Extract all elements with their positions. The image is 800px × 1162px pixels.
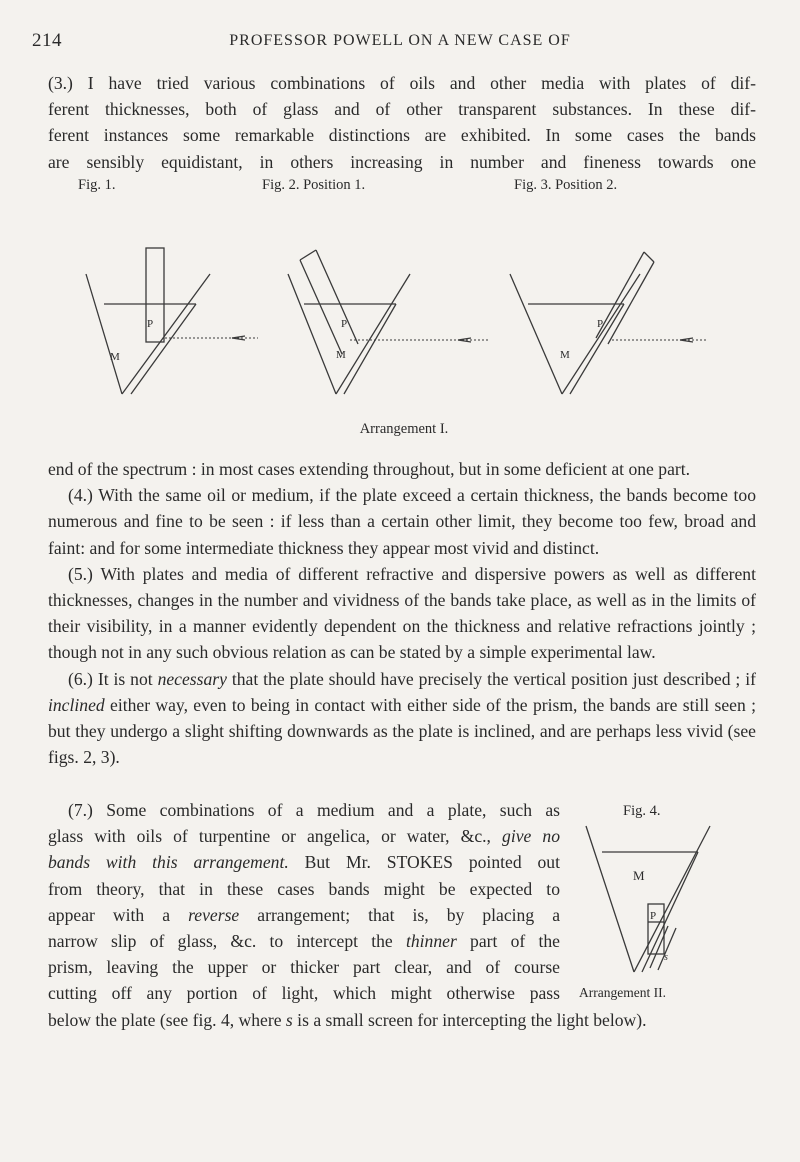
running-header: [0, 30, 800, 60]
text-run: prism, leaving the upper or thicker part clear, and of course: [48, 957, 560, 978]
fig4-diagram: [580, 822, 780, 992]
text-line: are sensibly equidistant, in others increasing in number and fineness towards one: [48, 151, 756, 172]
fig1-p-label: P: [147, 318, 154, 330]
text-line: [48, 876, 560, 902]
text-line: [48, 954, 560, 980]
text-run: either way, even to being in contact with either side of the prism, the bands are still seen ; but they undergo a slight shifting downwards as the plate is inclined, and are perhaps less vivid (see figs. 2, 3).: [48, 694, 756, 768]
fig3-p-label: P: [597, 318, 604, 330]
fig4-caption: Fig. 4.: [623, 803, 661, 819]
fig1-m-label: M: [110, 351, 120, 363]
text-run: that the plate should have precisely the vertical position just described ; if: [226, 668, 756, 689]
fig4-p-label: P: [650, 910, 657, 922]
paragraph-4: (4.) With the same oil or medium, if the plate exceed a certain thickness, the bands become too numerous and fine to be seen : if less than a certain other limit, they become too few, broad and faint: and for some intermediate thickness they appear most vivid and distinct.: [48, 485, 756, 558]
text-run: arrangement; that is, by placing a: [239, 904, 560, 925]
text-run: narrow slip of glass, &c. to intercept the: [48, 931, 406, 952]
text-line: [48, 902, 560, 928]
emphasis: reverse: [188, 904, 240, 925]
emphasis: thinner: [405, 931, 457, 952]
text-line: [48, 823, 560, 849]
running-title: PROFESSOR POWELL ON A NEW CASE OF: [229, 32, 571, 49]
text-line: [48, 980, 560, 1006]
fig2-p-label: P: [341, 318, 348, 330]
text-line: [48, 928, 560, 954]
text-run: cutting off any portion of light, which might otherwise pass: [48, 983, 560, 1004]
emphasis: bands with this arrangement.: [48, 852, 289, 873]
paragraph-7-wrapped: [48, 797, 560, 1007]
text-run: from theory, that in these cases bands might be expected to: [48, 878, 560, 899]
body-text: [48, 456, 756, 770]
paragraph-3-start: [48, 70, 756, 175]
emphasis: inclined: [48, 694, 105, 715]
fig2-m-label: M: [336, 349, 346, 361]
figures-1-3-diagram: [0, 190, 800, 420]
text-run: (6.) It is not: [68, 668, 158, 689]
fig3-caption: Fig. 3. Position 2.: [514, 177, 618, 193]
arrangement-2-caption: Arrangement II.: [579, 985, 666, 1000]
text-run: part of the: [456, 931, 560, 952]
emphasis: s: [285, 1010, 293, 1030]
text-run: below the plate (see fig. 4, where: [48, 1010, 286, 1030]
paragraph-6: [48, 666, 756, 771]
text-run: is a small screen for intercepting the light below).: [292, 1010, 647, 1030]
fig4-m-label: M: [633, 868, 645, 883]
text-line: (3.) I have tried various combinations of oils and other media with plates of dif-: [48, 73, 756, 93]
fig4-s-label: s: [664, 952, 668, 963]
fig1-prism: [86, 248, 258, 394]
text-line: [48, 1007, 756, 1033]
text-run: glass with oils of turpentine or angelica, or water, &c.,: [48, 826, 503, 847]
fig3-prism: [510, 252, 706, 394]
fig3-m-label: M: [560, 349, 570, 361]
paragraph-3-end: end of the spectrum : in most cases extending throughout, but in some deficient at one part.: [48, 459, 691, 479]
text-run: appear with a: [48, 904, 189, 925]
fig2-caption: Fig. 2. Position 1.: [262, 177, 366, 193]
text-run: (7.) Some combinations of a medium and a plate, such as: [68, 800, 560, 820]
emphasis: necessary: [157, 668, 227, 689]
emphasis: give no: [502, 826, 560, 847]
text-run: But Mr. STOKES pointed out: [288, 852, 560, 873]
paragraph-5: (5.) With plates and media of different refractive and dispersive powers as well as different thicknesses, changes in the number and vividness of the bands take place, as well as in the limits of their visibility, in a manner evidently dependent on the thickness and relative refractions jointly ; though not in any such obvious relation as can be stated by a simple experimental law.: [48, 563, 756, 663]
fig2-prism: [288, 250, 488, 394]
paragraph-7-end: [48, 1007, 756, 1033]
arrangement-1-caption: Arrangement I.: [359, 421, 449, 437]
text-line: [48, 797, 560, 823]
text-line: ferent thicknesses, both of glass and of other transparent substances. In these dif-: [48, 99, 756, 120]
page-number: 214: [32, 30, 62, 51]
text-line: ferent instances some remarkable distinctions are exhibited. In some cases the bands: [48, 125, 756, 146]
fig1-caption: Fig. 1.: [78, 177, 116, 193]
text-line: [48, 849, 560, 875]
